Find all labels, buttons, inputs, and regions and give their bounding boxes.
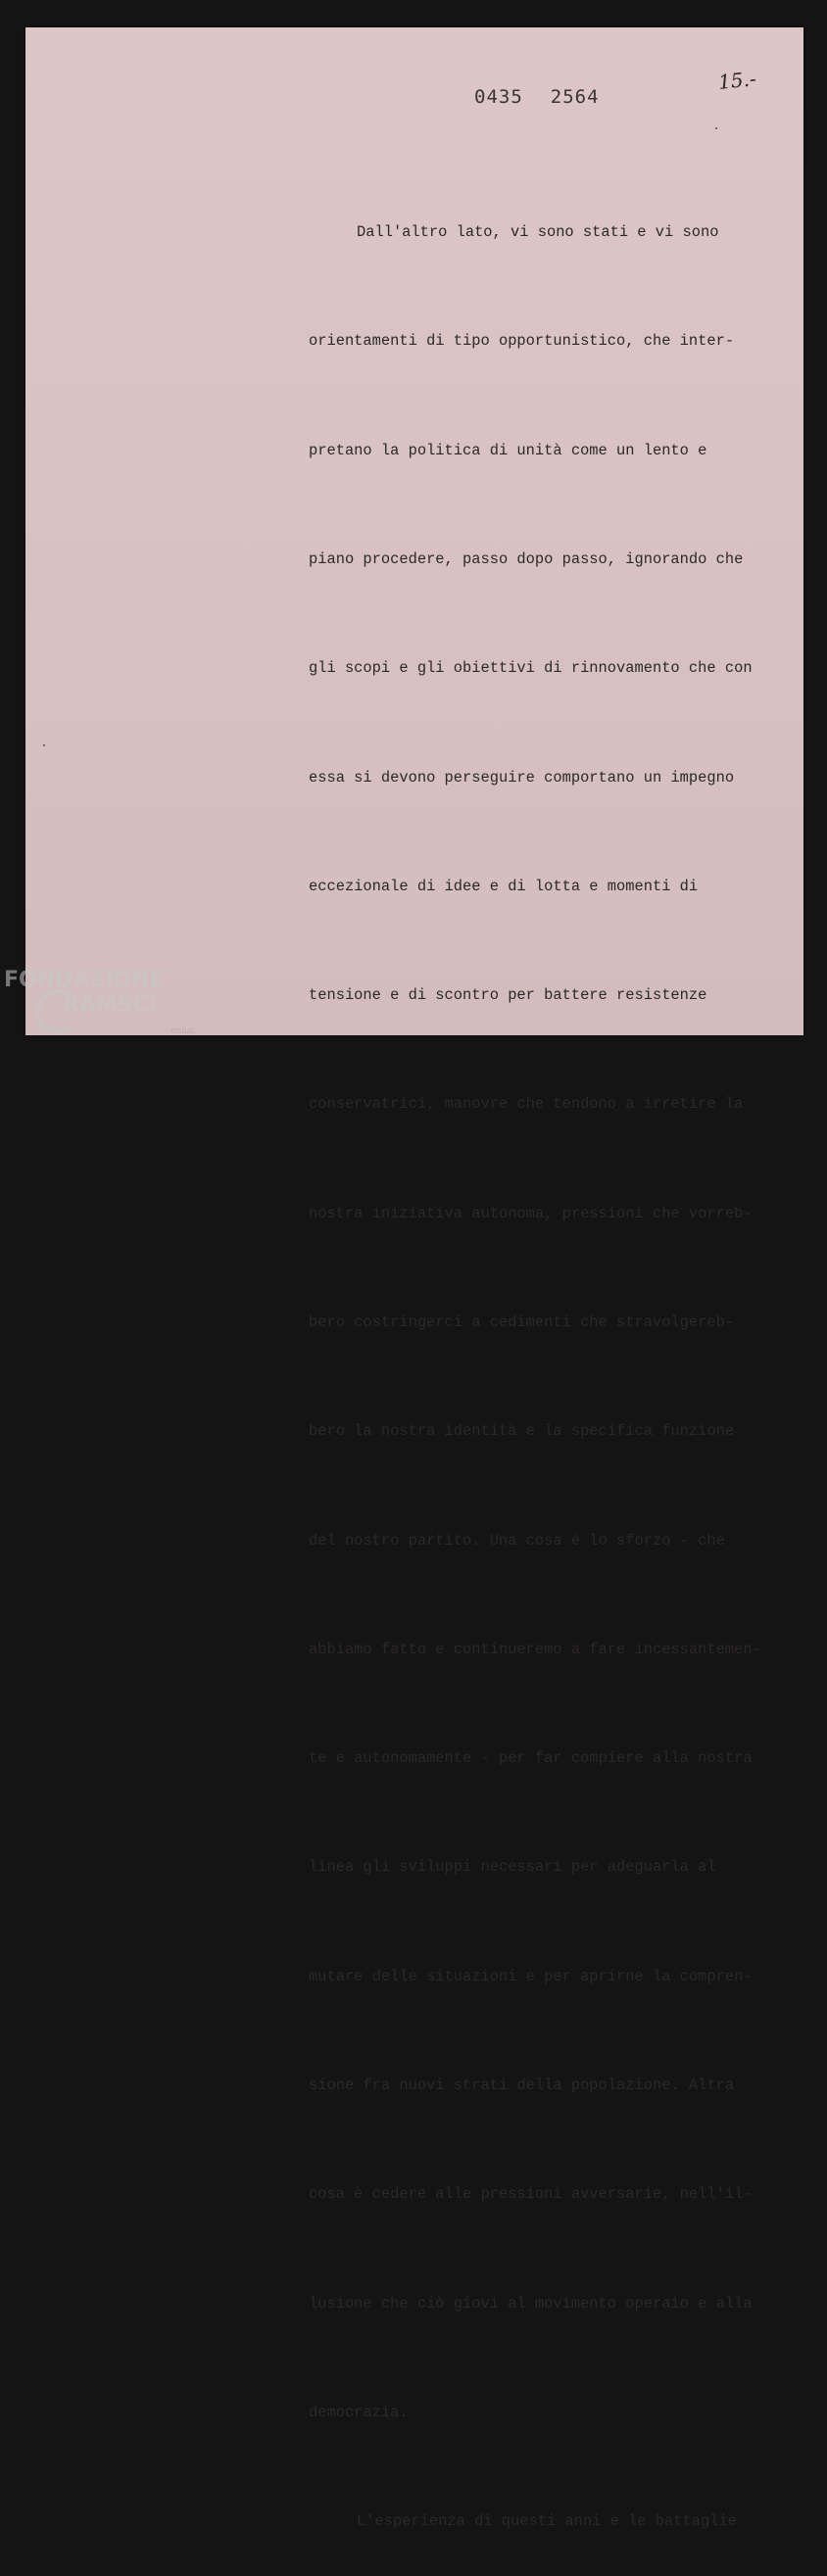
paper-speck xyxy=(715,127,717,129)
text-line: gli scopi e gli obiettivi di rinnovamento che con xyxy=(309,659,753,678)
text-line: lusione che ciò giovi al movimento operaio e alla xyxy=(309,2294,753,2313)
text-line: nostra iniziativa autonoma, pressioni che vorreb- xyxy=(309,1204,753,1222)
text-line: tensione e di scontro per battere resistenze xyxy=(309,986,707,1005)
text-line: democrazia. xyxy=(309,2403,409,2421)
archive-number xyxy=(474,86,600,108)
text-line: linea gli sviluppi necessari per adeguarla al xyxy=(309,1858,716,1877)
archive-number-first: 0435 xyxy=(474,86,523,108)
text-line: te e autonomamente - per far compiere alla nostra xyxy=(309,1749,753,1768)
paper-speck xyxy=(43,744,45,746)
document-body xyxy=(309,142,799,2576)
watermark-sub: onlus xyxy=(170,1026,195,1036)
fondazione-gramsci-watermark xyxy=(4,968,210,1056)
text-line: del nostro partito. Una cosa è lo sforzo - che xyxy=(309,1531,725,1550)
text-line: eccezionale di idee e di lotta e momenti di xyxy=(309,877,699,895)
text-line: pretano la politica di unità come un lento e xyxy=(309,441,707,459)
page-number-handwritten: 15.- xyxy=(716,67,757,94)
text-line: orientamenti di tipo opportunistico, che inter- xyxy=(309,332,735,351)
watermark-line2: RAMSCI xyxy=(63,993,158,1018)
text-line: Dall'altro lato, vi sono stati e vi sono xyxy=(357,223,719,242)
text-line: cosa è cedere alle pressioni avversarie, nell'il- xyxy=(309,2185,753,2204)
archive-number-second: 2564 xyxy=(550,86,600,108)
text-line: abbiamo fatto e continueremo a fare incessantemen- xyxy=(309,1640,761,1658)
text-line: L'esperienza di questi anni e le battaglie xyxy=(357,2512,737,2531)
text-line: sione fra nuovi strati della popolazione. Altra xyxy=(309,2075,735,2094)
text-line: conservatrici, manovre che tendono a irretire la xyxy=(309,1095,744,1114)
text-line: mutare delle situazioni e per aprirne la compren- xyxy=(309,1967,753,1985)
text-line: piano procedere, passo dopo passo, ignorando che xyxy=(309,550,744,569)
text-line: essa si devono perseguire comportano un impegno xyxy=(309,768,735,787)
text-line: bero la nostra identità e la specifica funzione xyxy=(309,1422,735,1441)
watermark-line1: FONDAZIONE xyxy=(4,968,165,992)
text-line: bero costringerci a cedimenti che stravolgereb- xyxy=(309,1313,735,1331)
